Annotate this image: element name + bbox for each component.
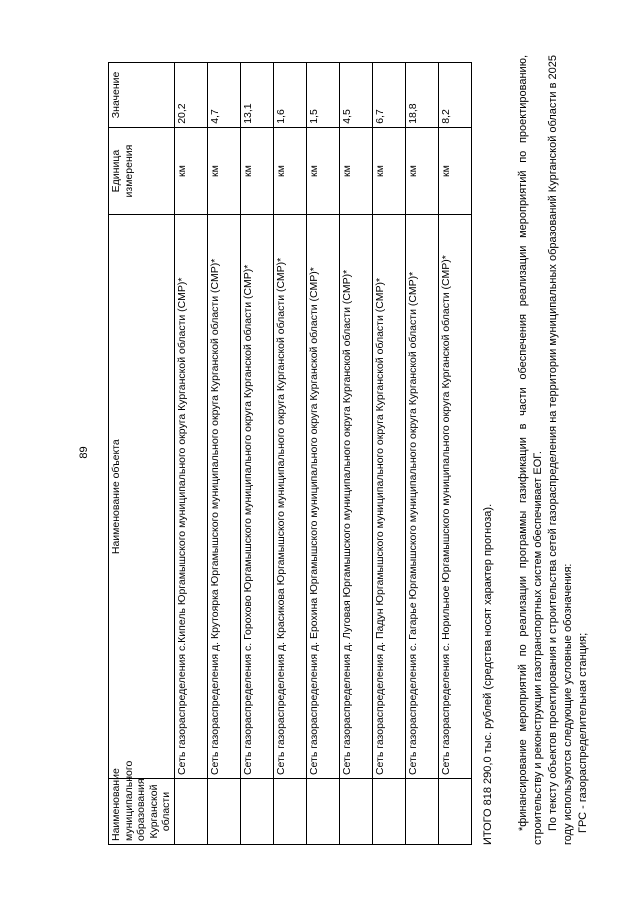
value-cell: 6,7 [372, 63, 405, 128]
header-unit: Единица измерения [109, 127, 175, 215]
object-name-cell: Сеть газораспределения д. Ерохина Юргамышского муниципального округа Курганской области (СМР)* [306, 215, 339, 779]
object-name-cell: Сеть газораспределения д. Луговая Юргамышского муниципального округа Курганской области (СМР)* [339, 215, 372, 779]
table-row [207, 63, 240, 845]
table-row [405, 63, 438, 845]
municipality-cell [339, 779, 372, 845]
municipality-cell [405, 779, 438, 845]
unit-cell: км [207, 127, 240, 215]
page-number: 89 [78, 446, 90, 459]
unit-cell: км [405, 127, 438, 215]
unit-cell: км [273, 127, 306, 215]
table-row [339, 63, 372, 845]
object-name-cell: Сеть газораспределения д. Красикова Юргамышского муниципального округа Курганской области (СМР)* [273, 215, 306, 779]
table-row [174, 63, 207, 845]
value-cell: 4,7 [207, 63, 240, 128]
header-value: Значение [109, 63, 175, 128]
municipality-cell [306, 779, 339, 845]
value-cell: 18,8 [405, 63, 438, 128]
municipality-cell [174, 779, 207, 845]
grs-abbreviation: ГРС - газораспределительная станция; [577, 632, 589, 833]
value-cell: 20,2 [174, 63, 207, 128]
financing-note: *финансирование мероприятий по реализации программы газификации в части обеспечения реализации мероприятий по проектированию, строительству и реконструкции газотранспортных систем обеспечивает ЕОГ. [517, 55, 544, 845]
unit-cell: км [240, 127, 273, 215]
table-row [306, 63, 339, 845]
value-cell: 1,5 [306, 63, 339, 128]
unit-cell: км [306, 127, 339, 215]
object-name-cell: Сеть газораспределения с. Норильное Юргамышского муниципального округа Курганской области (СМР)* [438, 215, 471, 779]
object-name-cell: Сеть газораспределения с. Горохово Юргамышского муниципального округа Курганской области (СМР)* [240, 215, 273, 779]
footnotes [516, 55, 591, 845]
legend-intro: По тексту объектов проектирования и строительства сетей газораспределения на территории муниципальных образований Курганской области в 2025 году используются следующие условные обозначения: [547, 55, 574, 845]
table-row [372, 63, 405, 845]
header-object: Наименование объекта [109, 215, 175, 779]
municipality-cell [207, 779, 240, 845]
header-municipality: Наименование муниципального образования Курганской области [109, 779, 175, 845]
value-cell: 13,1 [240, 63, 273, 128]
object-name-cell: Сеть газораспределения с.Кипель Юргамышского муниципального округа Курганской области (СМР)* [174, 215, 207, 779]
table-row [240, 63, 273, 845]
object-name-cell: Сеть газораспределения д. Крутоярка Юргамышского муниципального округа Курганской области (СМР)* [207, 215, 240, 779]
gasification-objects-table [108, 62, 472, 845]
table-header-row [109, 63, 175, 845]
unit-cell: км [438, 127, 471, 215]
object-name-cell: Сеть газораспределения с. Гагарье Юргамышского муниципального округа Курганской области (СМР)* [405, 215, 438, 779]
value-cell: 1,6 [273, 63, 306, 128]
object-name-cell: Сеть газораспределения д. Падун Юргамышского муниципального округа Курганской области (СМР)* [372, 215, 405, 779]
table-row [273, 63, 306, 845]
municipality-cell [273, 779, 306, 845]
unit-cell: км [174, 127, 207, 215]
municipality-cell [438, 779, 471, 845]
unit-cell: км [339, 127, 372, 215]
value-cell: 4,5 [339, 63, 372, 128]
value-cell: 8,2 [438, 63, 471, 128]
municipality-cell [372, 779, 405, 845]
table-row [438, 63, 471, 845]
municipality-cell [240, 779, 273, 845]
total-line: ИТОГО 818 290,0 тыс. рублей (средства носят характер прогноза). [482, 503, 494, 845]
unit-cell: км [372, 127, 405, 215]
